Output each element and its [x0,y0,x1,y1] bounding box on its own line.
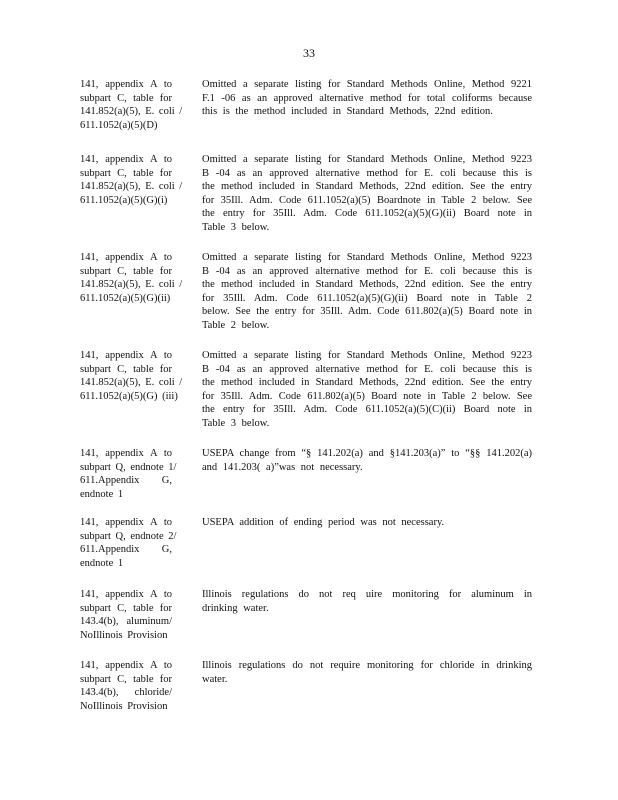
citation-line: 141, appendix A to [80,660,172,671]
citation-cell [80,153,183,207]
citation-line: 611.1052(a)(5)(G)(ii) [80,292,171,304]
citation-line: endnote 1 [80,488,124,500]
citation-cell [80,349,183,403]
citation-line: 141, appendix A to [80,517,172,528]
citation-cell [80,588,172,642]
citation-line: NoIllinois Provision [80,629,168,641]
citation-cell [80,78,183,132]
citation-line: NoIllinois Provision [80,700,168,712]
citation-line: 611.Appendix G, [80,475,172,486]
citation-line: subpart C, table for [80,167,172,179]
explanation-cell: USEPA addition of ending period was not necessary. [202,517,445,528]
citation-line: subpart C, table for [80,363,172,375]
citation-line: 141.852(a)(5), E. coli / [80,377,183,388]
citation-line: 141, appendix A to [80,252,172,263]
table-row [80,659,532,713]
citation-line: 141, appendix A to [80,350,172,361]
explanation-cell: USEPA change from “§ 141.202(a) and §141.203(a)” to “§§ 141.202(a) and 141.203( a)”was not necessary. [202,448,532,473]
explanation-cell: Omitted a separate listing for Standard Methods Online, Method 9223 B -04 as an approved alternative method for E. coli because this is the method included in Standard Methods, 22nd edition. See the entry for 35Ill. Adm. Code 611.802(a)(5) Board note in Table 2 below. See the entry for 35Ill. Adm. Code 611.1052(a)(5)(C)(ii) Board note in Table 3 below. [202,350,532,429]
citation-line: 141, appendix A to [80,79,172,90]
table-body [80,78,532,713]
page-number: 33 [303,46,315,60]
citation-line: 141.852(a)(5), E. coli / [80,106,183,117]
citation-line: 611.1052(a)(5)(G) (iii) [80,390,178,402]
citation-line: subpart C, table for [80,265,172,277]
citation-line: 143.4(b), aluminum/ [80,616,172,627]
explanation-cell: Omitted a separate listing for Standard Methods Online, Method 9221 F.1 -06 as an approved alternative method for total coliforms because this is the method included in Standard Methods, 22nd edition. [202,79,532,117]
citation-line: 611.1052(a)(5)(D) [80,119,158,131]
table-row [80,251,532,332]
explanation-cell: Illinois regulations do not req uire monitoring for aluminum in drinking water. [202,589,532,614]
citation-line: 611.Appendix G, [80,544,172,555]
citation-line: subpart C, table for [80,92,172,104]
explanation-cell: Illinois regulations do not require monitoring for chloride in drinking water. [202,660,532,685]
table-row [80,349,532,430]
citation-line: 141.852(a)(5), E. coli / [80,279,183,290]
citation-line: subpart C, table for [80,602,172,614]
citation-line: subpart Q, endnote 2/ [80,530,177,542]
table-row [80,153,532,234]
citation-line: 141.852(a)(5), E. coli / [80,181,183,192]
explanation-cell: Omitted a separate listing for Standard Methods Online, Method 9223 B -04 as an approved alternative method for E. coli because this is the method included in Standard Methods, 22nd edition. See the entry for 35Ill. Adm. Code 611.1052(a)(5)(G)(ii) Board note in Table 2 below. See the entry for 35Ill. Adm. Code 611.802(a)(5) Board note in Table 2 below. [202,252,532,331]
table-row [80,516,532,570]
citation-line: 141, appendix A to [80,154,172,165]
citation-cell [80,516,177,570]
citation-line: 611.1052(a)(5)(G)(i) [80,194,168,206]
citation-cell [80,251,183,305]
explanation-cell: Omitted a separate listing for Standard Methods Online, Method 9223 B -04 as an approved alternative method for E. coli because this is the method included in Standard Methods, 22nd edition. See the entry for 35Ill. Adm. Code 611.1052(a)(5) Boardnote in Table 2 below. See the entry for 35Ill. Adm. Code 611.1052(a)(5)(G)(ii) Board note in Table 3 below. [202,154,532,233]
citation-line: 141, appendix A to [80,448,172,459]
citation-line: 143.4(b), chloride/ [80,687,172,698]
citation-cell [80,447,177,501]
table-row [80,588,532,642]
citation-line: subpart C, table for [80,673,172,685]
citation-cell [80,659,172,713]
citation-line: 141, appendix A to [80,589,172,600]
table-row [80,78,532,132]
citation-line: subpart Q, endnote 1/ [80,461,177,473]
table-row [80,447,532,501]
citation-line: endnote 1 [80,557,124,569]
